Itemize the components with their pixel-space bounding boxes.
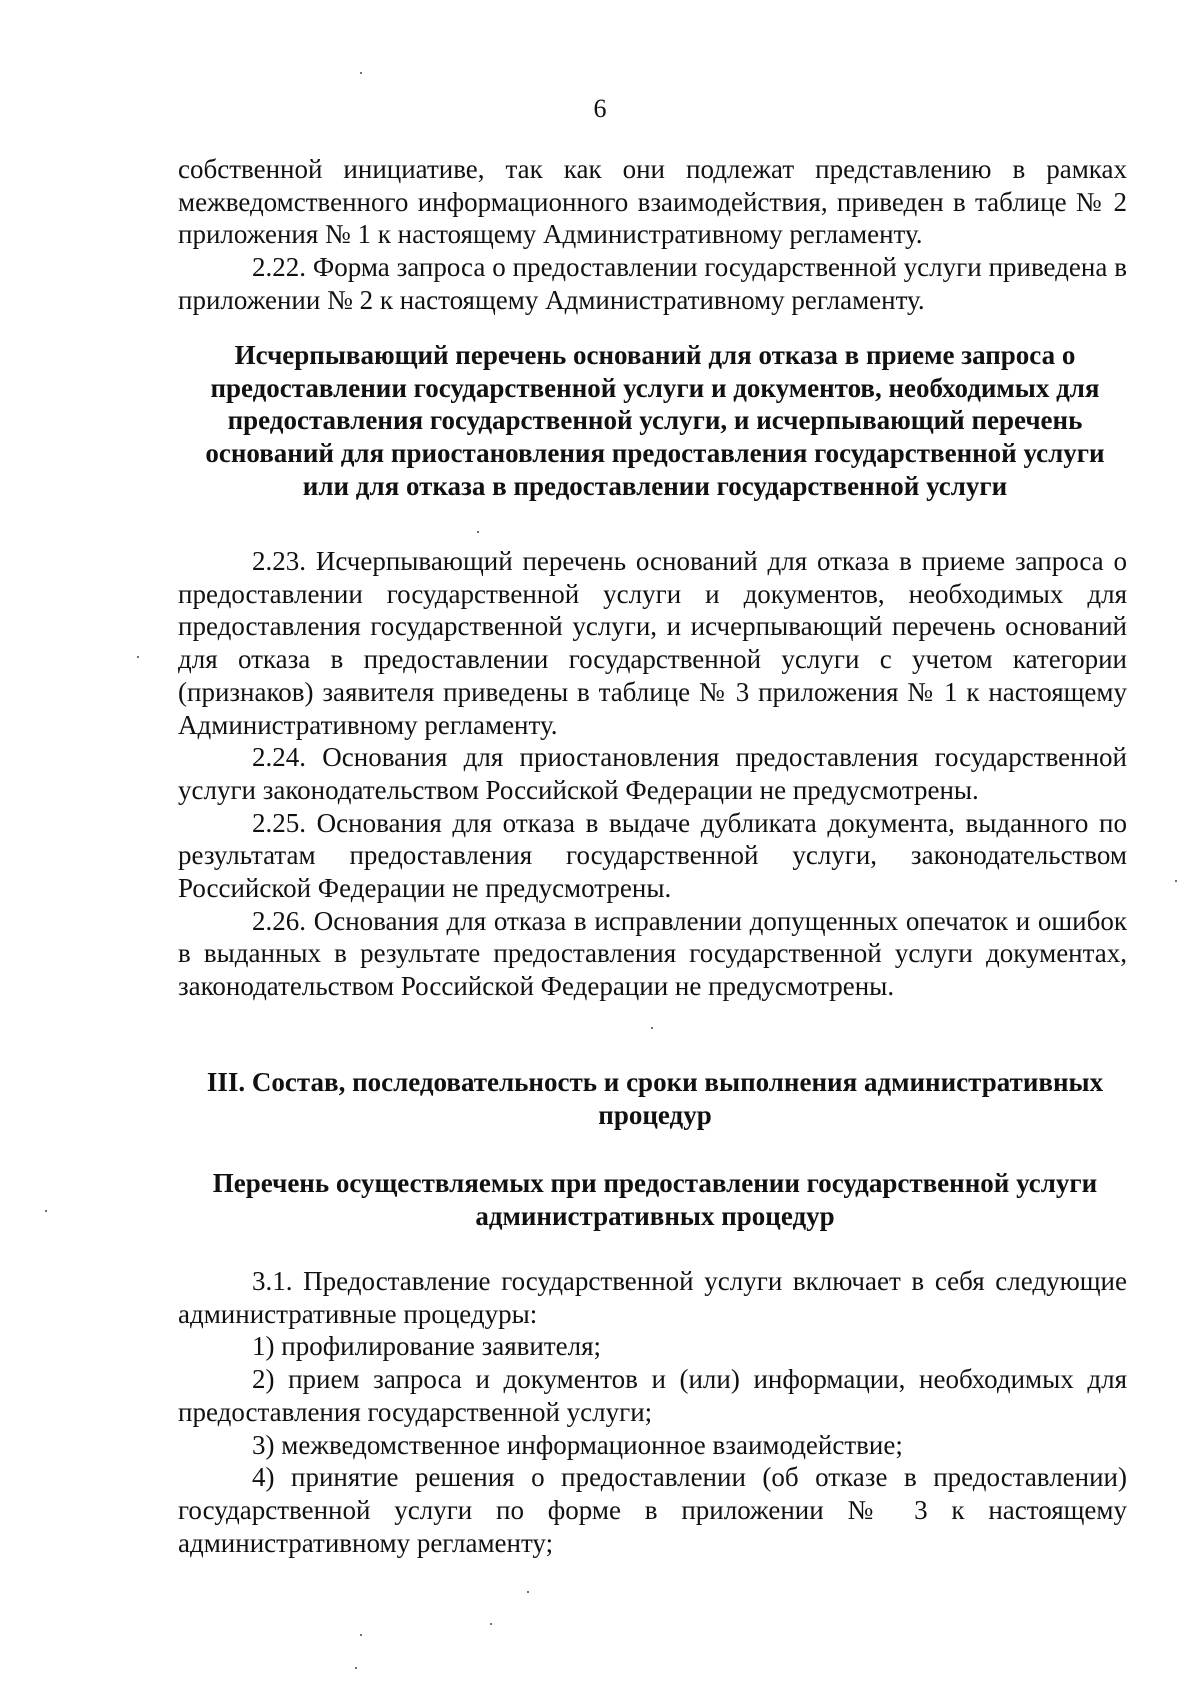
- procedures-block: [178, 1265, 1127, 1559]
- scan-speck: [45, 1210, 47, 1212]
- section-heading-refusal-grounds: Исчерпывающий перечень оснований для отказа в приеме запроса о предоставлении государственной услуги и документов, необходимых для предоставления государственной услуги, и исчерпывающий перечень оснований для приостановления предоставления государственной услуги или для отказа в предоставлении государственной услуги: [205, 340, 1105, 501]
- list-item-2: 2) прием запроса и документов и (или) информации, необходимых для предоставления государственной услуги;: [178, 1364, 1127, 1427]
- scan-speck: [355, 1667, 357, 1669]
- section-heading-procedures-list: Перечень осуществляемых при предоставлении государственной услуги административных процедур: [212, 1168, 1098, 1231]
- paragraph-2-24: 2.24. Основания для приостановления предоставления государственной услуги законодательством Российской Федерации не предусмотрены.: [178, 742, 1127, 805]
- procedures-list-heading-block: [200, 1167, 1110, 1232]
- list-item-3: 3) межведомственное информационное взаимодействие;: [252, 1429, 903, 1460]
- paragraph-continuation: собственной инициативе, так как они подлежат представлению в рамках межведомственного информационного взаимодействия, приведен в таблице № 2 приложения № 1 к настоящему Административному регламенту.: [178, 154, 1127, 250]
- intro-block: [178, 153, 1127, 317]
- paragraph-2-22: 2.22. Форма запроса о предоставлении государственной услуги приведена в приложении № 2 к настоящему Административному регламенту.: [178, 252, 1127, 315]
- scan-speck: [1175, 880, 1177, 882]
- refusal-grounds-heading-block: [190, 339, 1120, 503]
- page-number: 6: [593, 94, 607, 123]
- paragraph-2-25: 2.25. Основания для отказа в выдаче дубликата документа, выданного по результатам предоставления государственной услуги, законодательством Российской Федерации не предусмотрены.: [178, 807, 1127, 904]
- scan-speck: [477, 531, 479, 533]
- scan-speck: [490, 1623, 492, 1625]
- scan-speck: [137, 656, 139, 658]
- refusal-paragraphs-block: [178, 545, 1127, 1003]
- paragraph-3-1: 3.1. Предоставление государственной услуги включает в себя следующие административные процедуры:: [178, 1266, 1127, 1329]
- scan-speck: [651, 1027, 653, 1029]
- paragraph-2-26: 2.26. Основания для отказа в исправлении допущенных опечаток и ошибок в выданных в результате предоставления государственной услуги документах, законодательством Российской Федерации не предусмотрены.: [178, 905, 1127, 1002]
- list-item-1: 1) профилирование заявителя;: [252, 1331, 602, 1362]
- scan-speck: [360, 72, 362, 74]
- paragraph-2-23: 2.23. Исчерпывающий перечень оснований для отказа в приеме запроса о предоставлении государственной услуги и документов, необходимых для предоставления государственной услуги, и исчерпывающий перечень оснований для отказа в предоставлении государственной услуги с учетом категории (признаков) заявителя приведены в таблице № 3 приложения № 1 к настоящему Административному регламенту.: [178, 546, 1127, 740]
- scan-speck: [360, 1634, 362, 1636]
- list-item-4: 4) принятие решения о предоставлении (об отказе в предоставлении) государственной услуги по форме в приложении № 3 к настоящему административному регламенту;: [178, 1462, 1127, 1558]
- section-heading-section-3: III. Состав, последовательность и сроки выполнения административных процедур: [206, 1067, 1104, 1130]
- section-3-heading-block: [200, 1066, 1110, 1131]
- scan-speck: [527, 1591, 529, 1593]
